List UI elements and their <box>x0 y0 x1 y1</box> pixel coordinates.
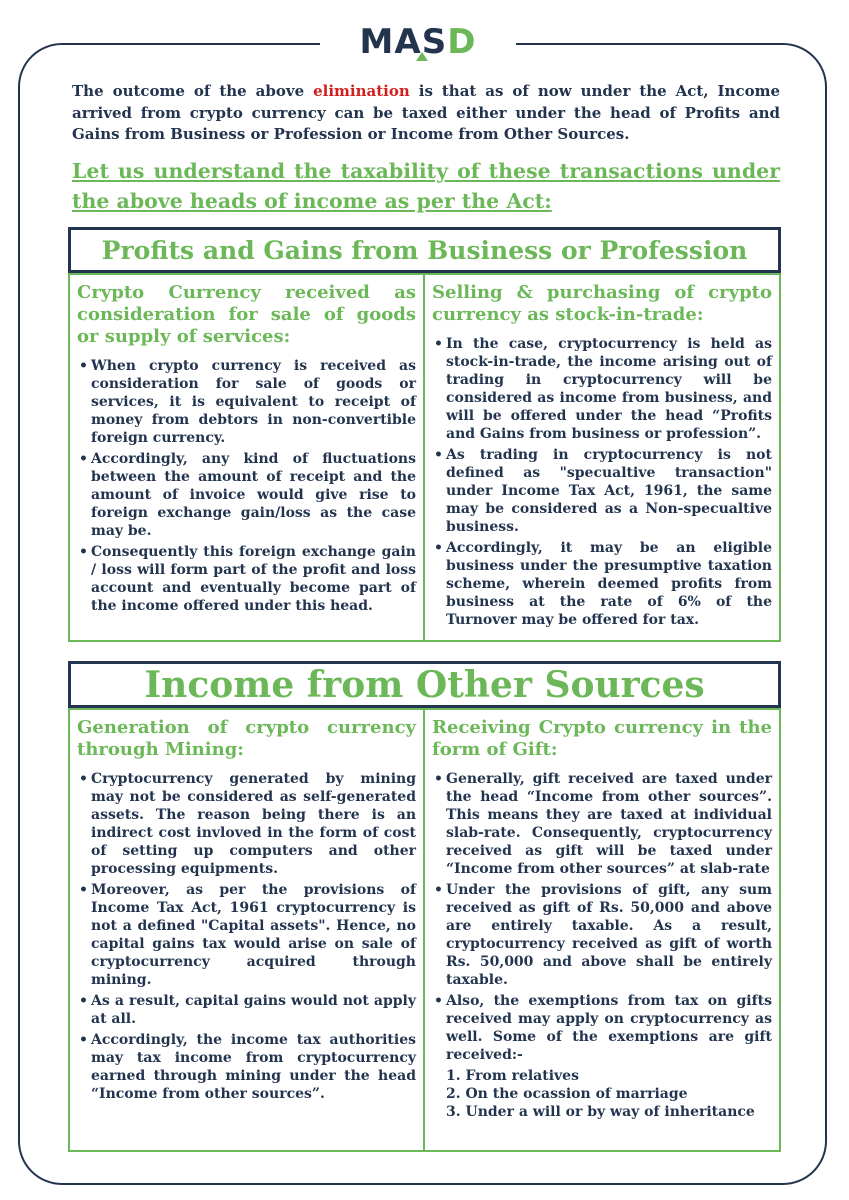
business-left-column <box>70 275 425 640</box>
exemption-list <box>432 1067 772 1121</box>
column-heading: Generation of crypto currency through Mining: <box>77 717 416 760</box>
bullet-item: • As a result, capital gains would not apply at all. <box>77 992 416 1028</box>
bullet-item: • Consequently this foreign exchange gain / loss will form part of the profit and loss account and eventually become part of the income offered under this head. <box>77 543 416 615</box>
section-subheading: Let us understand the taxability of these transactions under the above heads of income as per the Act: <box>72 159 780 213</box>
triangle-icon <box>416 52 428 61</box>
bullet-list <box>77 357 416 615</box>
other-right-column <box>425 710 779 1150</box>
logo <box>320 14 516 70</box>
bullet-item: • Under the provisions of gift, any sum received as gift of Rs. 50,000 and above are entirely taxable. As a result, cryptocurrency received as gift of worth Rs. 50,000 and above shall be entirely taxable. <box>432 881 772 989</box>
intro-text-rest: is that as of now under the Act, Income arrived from crypto currency can be taxed either under the head of Profits and Gains from Business or Profession or Income from Other Sources. <box>72 82 781 143</box>
logo-text-left: MA <box>359 22 422 62</box>
logo-text-right: D <box>447 22 477 62</box>
section-title-other-sources: Income from Other Sources <box>68 661 781 708</box>
exemption-item: 2. On the ocassion of marriage <box>446 1086 688 1102</box>
bullet-list <box>77 770 416 1103</box>
column-heading: Selling & purchasing of crypto currency as stock-in-trade: <box>432 282 772 325</box>
bullet-item: • Moreover, as per the provisions of Income Tax Act, 1961 cryptocurrency is not a defined "Capital assets". Hence, no capital gains tax would arise on sale of cryptocurrency acquired through mining. <box>77 881 416 989</box>
exemption-item: 1. From relatives <box>446 1068 579 1084</box>
other-left-column <box>70 710 425 1150</box>
section-title-business: Profits and Gains from Business or Profession <box>68 227 781 273</box>
column-heading: Crypto Currency received as consideration for sale of goods or supply of services: <box>77 282 416 347</box>
bullet-item: • Also, the exemptions from tax on gifts received may apply on cryptocurrency as well. Some of the exemptions are gift received:- <box>432 992 772 1064</box>
bullet-item: • Accordingly, it may be an eligible business under the presumptive taxation scheme, wherein deemed profits from business at the rate of 6% of the Turnover may be offered for tax. <box>432 539 772 629</box>
logo-text-mid: S <box>421 22 448 62</box>
bullet-item: • In the case, cryptocurrency is held as stock-in-trade, the income arising out of trading in cryptocurrency will be considered as income from business, and will be offered under the head “Profits and Gains from business or profession”. <box>432 335 772 443</box>
business-table <box>68 273 781 642</box>
intro-text: The outcome of the above <box>72 82 314 100</box>
exemption-item: 3. Under a will or by way of inheritance <box>446 1104 755 1120</box>
bullet-item: • Generally, gift received are taxed under the head “Income from other sources”. This means they are taxed at individual slab-rate. Consequently, cryptocurrency received as gift will be taxed under “Income from other sources” at slab-rate <box>432 770 772 878</box>
other-sources-table <box>68 708 781 1152</box>
bullet-item: • As trading in cryptocurrency is not defined as "specualtive transaction" under Income Tax Act, 1961, the same may be considered as a Non-specualtive business. <box>432 446 772 536</box>
intro-highlight: elimination <box>313 82 410 100</box>
bullet-item: • When crypto currency is received as consideration for sale of goods or services, it is equivalent to receipt of money from debtors in non-convertible foreign currency. <box>77 357 416 447</box>
bullet-list <box>432 770 772 1064</box>
intro-paragraph <box>72 81 780 146</box>
column-heading: Receiving Crypto currency in the form of Gift: <box>432 717 772 760</box>
bullet-item: • Accordingly, any kind of fluctuations between the amount of receipt and the amount of invoice would give rise to foreign exchange gain/loss as the case may be. <box>77 450 416 540</box>
business-right-column <box>425 275 779 640</box>
bullet-item: • Cryptocurrency generated by mining may not be considered as self-generated assets. The reason being there is an indirect cost invloved in the form of cost of setting up computers and other processing equipments. <box>77 770 416 878</box>
bullet-list <box>432 335 772 629</box>
bullet-item: • Accordingly, the income tax authorities may tax income from cryptocurrency earned through mining under the head “Income from other sources”. <box>77 1031 416 1103</box>
